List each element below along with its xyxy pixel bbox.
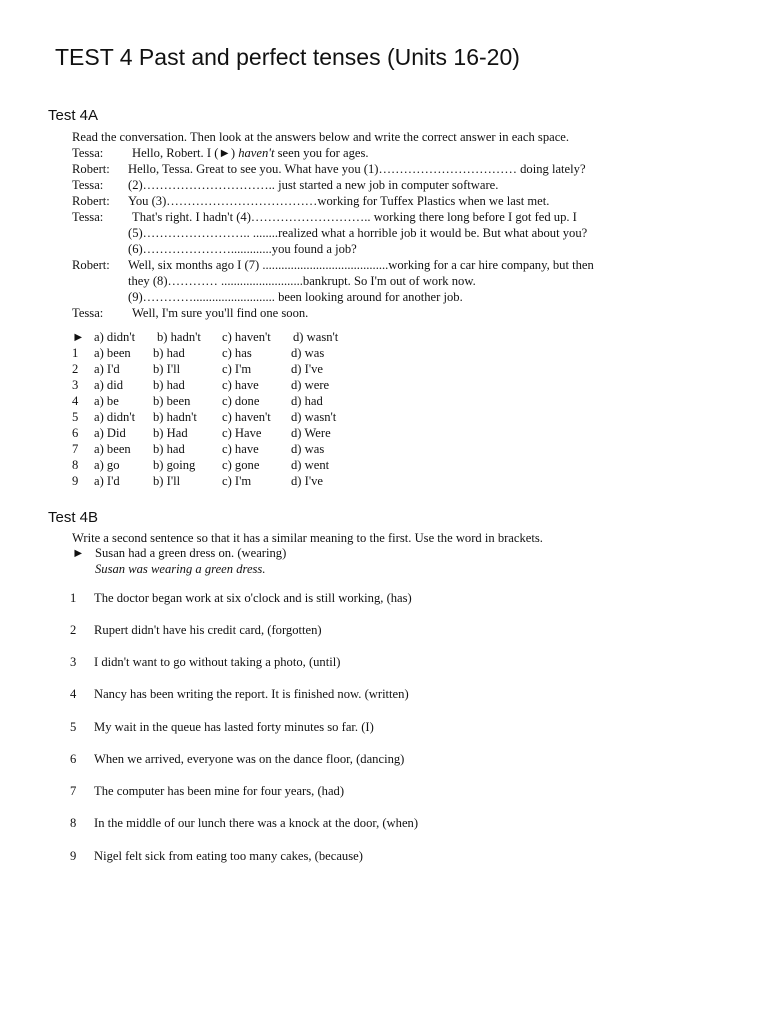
option-d: d) was (291, 346, 325, 360)
option-b: b) had (153, 378, 185, 392)
option-d: d) was (291, 442, 325, 456)
answer-number: 4 (72, 394, 79, 408)
option-c: c) I'm (222, 474, 252, 488)
example-marker: ► (72, 546, 85, 560)
option-c: c) Have (222, 426, 262, 440)
answer-number: 1 (72, 346, 79, 360)
section-heading-test-4a: Test 4A (48, 107, 99, 124)
item-number: 7 (70, 784, 77, 798)
item-sentence: The doctor began work at six o'clock and is still working, (has) (94, 591, 412, 605)
section-heading-test-4b: Test 4B (48, 509, 99, 526)
option-b: b) been (153, 394, 191, 408)
dialogue-line: (9)………….......................... been looking around for another job. (128, 290, 463, 304)
test-4a-instruction: Read the conversation. Then look at the answers below and write the correct answer in each space. (72, 130, 570, 144)
dialogue-line: You (3)………………………………working for Tuffex Plastics when we last met. (128, 194, 550, 208)
option-a: a) be (94, 394, 119, 408)
option-b: b) had (153, 346, 185, 360)
item-number: 3 (70, 655, 77, 669)
answer-number: 9 (72, 474, 79, 488)
item-sentence: I didn't want to go without taking a photo, (until) (94, 655, 341, 669)
dialogue-line: they (8)………… ..........................bankrupt. So I'm out of work now. (128, 274, 476, 288)
option-b: b) I'll (153, 362, 181, 376)
option-a: a) been (94, 346, 131, 360)
item-sentence: In the middle of our lunch there was a knock at the door, (when) (94, 816, 419, 830)
item-number: 8 (70, 816, 77, 830)
option-d: d) I've (291, 362, 323, 376)
option-c: c) has (222, 346, 252, 360)
example-sentence: Susan had a green dress on. (wearing) (95, 546, 287, 560)
option-c: c) I'm (222, 362, 252, 376)
option-d: d) Were (291, 426, 331, 440)
dialogue-line: (2)………………………….. just started a new job in computer software. (128, 178, 499, 192)
option-c: c) haven't (222, 330, 271, 344)
option-a: a) didn't (94, 330, 136, 344)
example-answer-inline: haven't (238, 146, 275, 160)
option-d: d) went (291, 458, 330, 472)
item-number: 1 (70, 591, 77, 605)
option-a: a) go (94, 458, 120, 472)
item-number: 4 (70, 687, 77, 701)
dialogue-speaker: Robert: (72, 258, 110, 272)
dialogue-speaker: Robert: (72, 194, 110, 208)
item-sentence: Nigel felt sick from eating too many cakes, (because) (94, 849, 363, 863)
dialogue-speaker: Robert: (72, 162, 110, 176)
item-sentence: My wait in the queue has lasted forty minutes so far. (I) (94, 720, 374, 734)
item-number: 9 (70, 849, 77, 863)
option-a: a) Did (94, 426, 126, 440)
option-d: d) had (291, 394, 323, 408)
answer-number: ► (72, 330, 85, 344)
page-title: TEST 4 Past and perfect tenses (Units 16-20) (55, 44, 520, 70)
option-c: c) done (222, 394, 260, 408)
dialogue-line: (6)………………….............you found a job? (128, 242, 357, 256)
option-d: d) I've (291, 474, 323, 488)
option-a: a) I'd (94, 362, 120, 376)
dialogue-speaker: Tessa: (72, 178, 104, 192)
answer-number: 5 (72, 410, 79, 424)
option-c: c) gone (222, 458, 260, 472)
item-number: 5 (70, 720, 77, 734)
answer-number: 3 (72, 378, 79, 392)
option-a: a) I'd (94, 474, 120, 488)
option-a: a) did (94, 378, 124, 392)
option-b: b) hadn't (157, 330, 201, 344)
dialogue-speaker: Tessa: (72, 210, 104, 224)
dialogue-line: Hello, Robert. I (►) haven't seen you for ages. (132, 146, 369, 160)
dialogue-speaker: Tessa: (72, 306, 104, 320)
dialogue-speaker: Tessa: (72, 146, 104, 160)
option-d: d) were (291, 378, 330, 392)
item-number: 6 (70, 752, 77, 766)
answer-number: 2 (72, 362, 79, 376)
dialogue-line: That's right. I hadn't (4)……………………….. working there long before I got fed up. I (132, 210, 577, 224)
dialogue-line: (5)…………………….. ........realized what a horrible job it would be. But what about you? (128, 226, 588, 240)
item-number: 2 (70, 623, 77, 637)
example-answer: Susan was wearing a green dress. (95, 562, 266, 576)
item-sentence: The computer has been mine for four years, (had) (94, 784, 345, 798)
dialogue-line: Hello, Tessa. Great to see you. What have you (1)…………………………… doing lately? (128, 162, 586, 176)
option-b: b) hadn't (153, 410, 197, 424)
dialogue-line: Well, six months ago I (7) ........................................working for a car hire company, but then (128, 258, 594, 272)
answer-number: 8 (72, 458, 79, 472)
item-sentence: Nancy has been writing the report. It is finished now. (written) (94, 687, 409, 701)
dialogue-line: Well, I'm sure you'll find one soon. (132, 306, 309, 320)
answer-number: 7 (72, 442, 79, 456)
item-sentence: When we arrived, everyone was on the dance floor, (dancing) (94, 752, 405, 766)
option-c: c) have (222, 378, 259, 392)
option-b: b) Had (153, 426, 188, 440)
option-b: b) I'll (153, 474, 181, 488)
option-a: a) been (94, 442, 131, 456)
option-c: c) haven't (222, 410, 271, 424)
option-a: a) didn't (94, 410, 136, 424)
answer-number: 6 (72, 426, 79, 440)
option-b: b) had (153, 442, 185, 456)
option-d: d) wasn't (293, 330, 339, 344)
option-c: c) have (222, 442, 259, 456)
option-d: d) wasn't (291, 410, 337, 424)
option-b: b) going (153, 458, 196, 472)
item-sentence: Rupert didn't have his credit card, (forgotten) (94, 623, 322, 637)
test-4b-instruction: Write a second sentence so that it has a similar meaning to the first. Use the word in brackets. (72, 531, 543, 545)
